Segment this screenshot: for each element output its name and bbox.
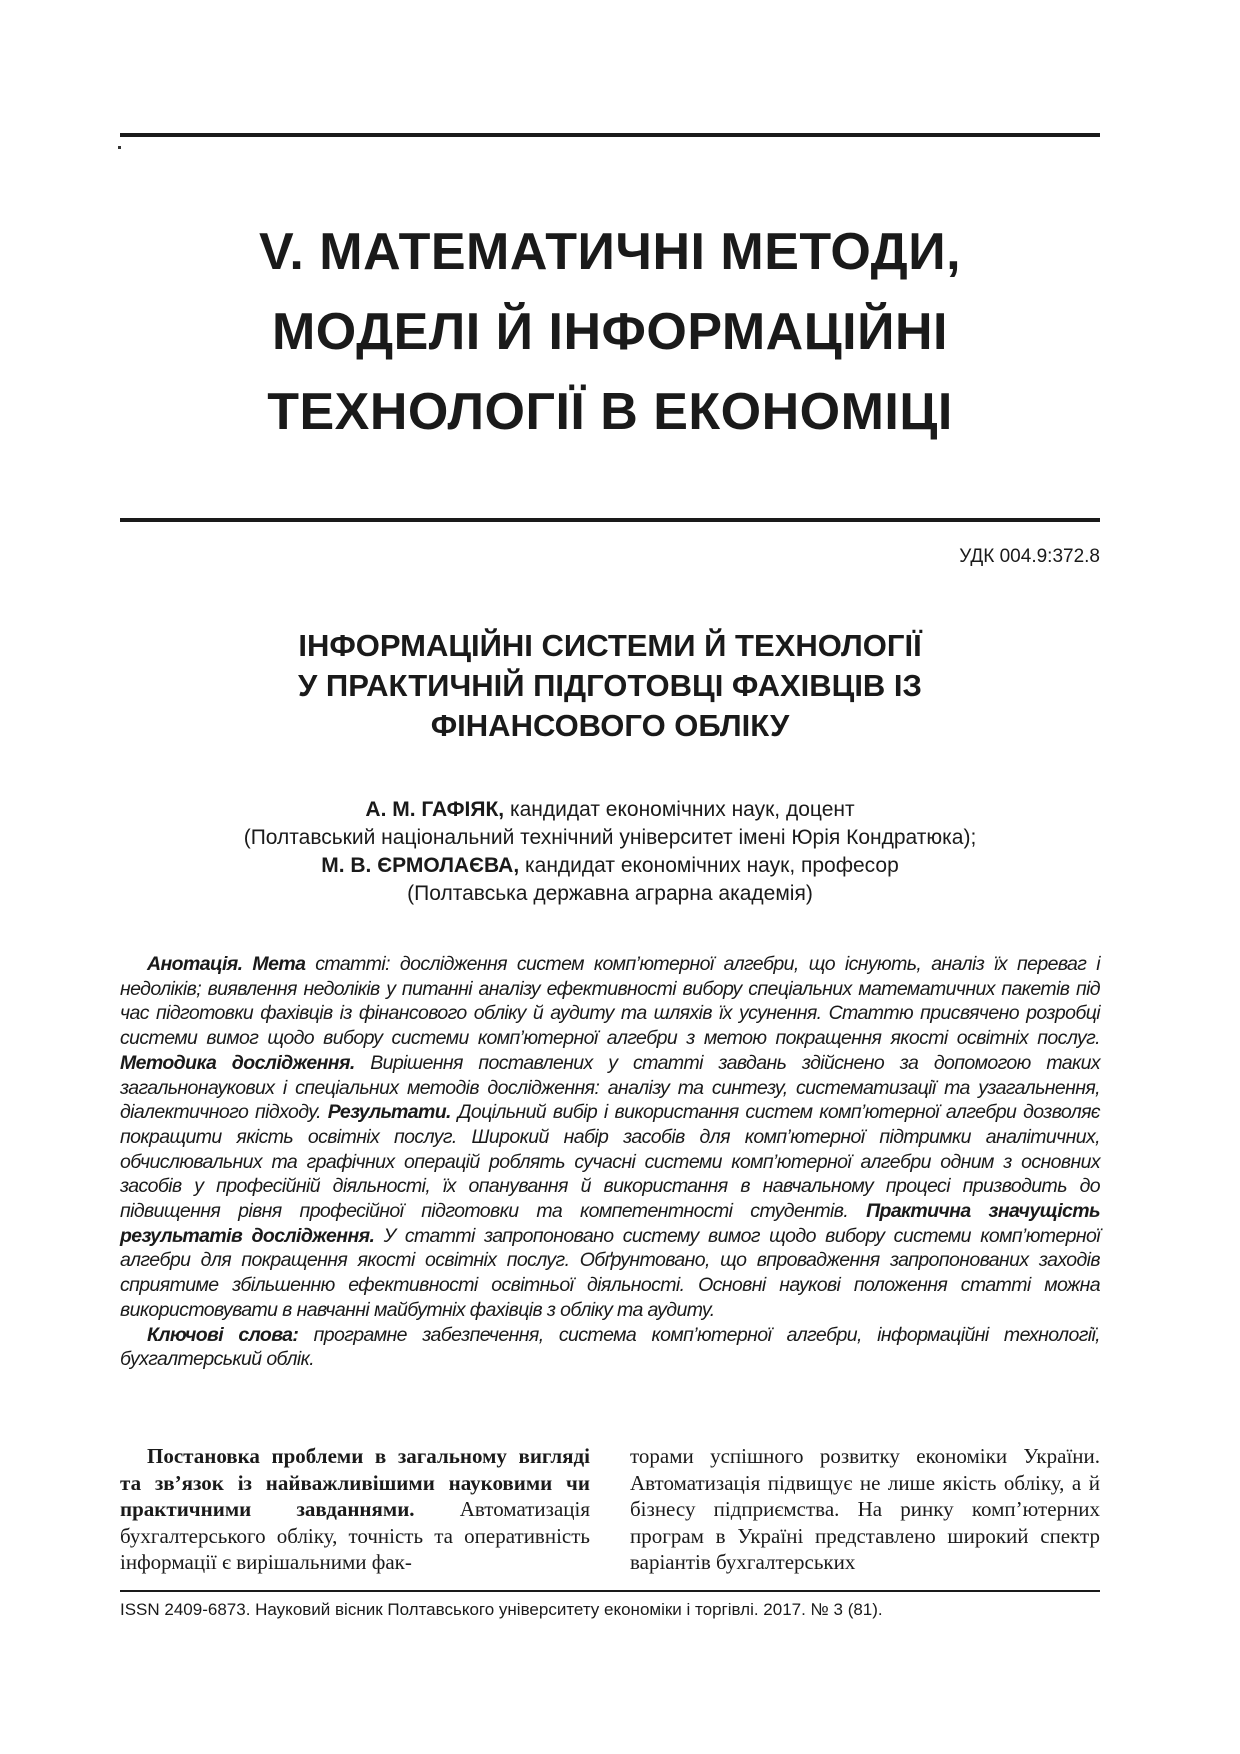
significance-text: У статті запропоновано систему вимог щодо вибору системи комп’ютерної алгебри для покращення якості освітніх послуг. Обґрунтовано, що впровадження запропонованих заходів сприятиме збільшенню ефективності освітньої діяльності. Основні наукові положення статті можна використовувати в навчанні майбутніх фахівців з обліку та аудиту. <box>120 1224 1101 1321</box>
keywords-paragraph <box>120 1323 1100 1372</box>
stray-dot <box>118 146 121 149</box>
results-label: Результати. <box>327 1101 451 1124</box>
author-degree: кандидат економічних наук, професор <box>519 854 899 877</box>
author-name: М. В. ЄРМОЛАЄВА, <box>321 854 520 877</box>
section-heading-line: МОДЕЛІ Й ІНФОРМАЦІЙНІ <box>271 303 948 361</box>
article-title-line: ІНФОРМАЦІЙНІ СИСТЕМИ Й ТЕХНОЛОГІЇ <box>298 628 922 663</box>
author-line <box>120 852 1100 880</box>
section-rule <box>120 518 1100 522</box>
keywords-text: програмне забезпечення, система комп’ютерної алгебри, інформаційні технології, бухгалтерський облік. <box>120 1323 1100 1371</box>
section-heading-line: V. МАТЕМАТИЧНІ МЕТОДИ, <box>258 223 962 281</box>
article-title-line: ФІНАНСОВОГО ОБЛІКУ <box>430 708 790 743</box>
body-heading: Постановка проблеми в загальному вигляді та зв’язок із найважливішими науковими чи практичними завданнями. <box>120 1444 590 1521</box>
keywords-label: Ключові слова: <box>147 1323 299 1346</box>
top-rule <box>120 133 1100 137</box>
author-degree: кандидат економічних наук, доцент <box>504 798 855 821</box>
methods-text: Вирішення поставлених у статті завдань здійснено за допомогою таких загальнонаукових і спеціальних методів дослідження: аналізу та синтезу, систематизації та узагальнення, діалектичного підходу. <box>120 1051 1100 1124</box>
results-text: Доцільний вибір і використання систем комп’ютерної алгебри дозволяє покращити якість освітніх послуг. Широкий набір засобів для комп’ютерної підтримки аналітичних, обчислювальних та графічних операцій роблять сучасні системи комп’ютерної алгебри одним з основних засобів у професійній діяльності, їх опанування й використання в навчальному процесі призводить до підвищення рівня професійної підготовки та компетентності студентів. <box>120 1101 1100 1223</box>
author-affiliation: (Полтавська державна аграрна академія) <box>407 882 813 905</box>
authors-block <box>120 796 1100 908</box>
author-name: А. М. ГАФІЯК, <box>365 798 505 821</box>
abstract-paragraph <box>120 952 1100 1323</box>
body-columns <box>120 1443 1100 1576</box>
significance-label: Практична значущість результатів дослідження. <box>120 1200 1100 1247</box>
footer-rule <box>120 1590 1100 1592</box>
column-right <box>630 1443 1100 1576</box>
article-title-line: У ПРАКТИЧНІЙ ПІДГОТОВЦІ ФАХІВЦІВ ІЗ <box>298 668 922 703</box>
section-heading-line: ТЕХНОЛОГІЇ В ЕКОНОМІЦІ <box>267 383 953 441</box>
section-heading <box>120 212 1100 452</box>
author-affiliation: (Полтавський національний технічний університет імені Юрія Кондратюка); <box>243 826 977 849</box>
body-text: торами успішного розвитку економіки України. Автоматизація підвищує не лише якість обліку, а й бізнесу підприємства. На ринку комп’ютерних програм в Україні представлено широкий спектр варіантів бухгалтерських <box>630 1444 1100 1574</box>
methods-label: Методика дослідження. <box>120 1051 355 1074</box>
article-title <box>120 626 1100 746</box>
abstract-text: статті: дослідження систем комп’ютерної алгебри, що існують, аналіз їх переваг і недоліків; виявлення недоліків у питанні аналізу ефективності вибору спеціальних математичних пакетів під час підготовки фахівців із фінансового обліку й аудиту та шляхів їх усунення. Статтю присвячено розробці системи вимог щодо вибору системи комп’ютерної алгебри з метою покращення якості освітніх послуг. <box>120 953 1100 1050</box>
column-left <box>120 1443 590 1576</box>
author-line <box>120 796 1100 824</box>
udk-code: УДК 004.9:372.8 <box>959 546 1100 567</box>
body-text: Автоматизація бухгалтерського обліку, точність та оперативність інформації є вирішальними фак- <box>120 1497 590 1574</box>
body-paragraph <box>120 1443 590 1576</box>
abstract <box>120 952 1100 1372</box>
footer-citation: ISSN 2409-6873. Науковий вісник Полтавського університету економіки і торгівлі. 2017. № 3 (81). <box>120 1600 883 1619</box>
abstract-label: Анотація. Мета <box>147 953 306 975</box>
